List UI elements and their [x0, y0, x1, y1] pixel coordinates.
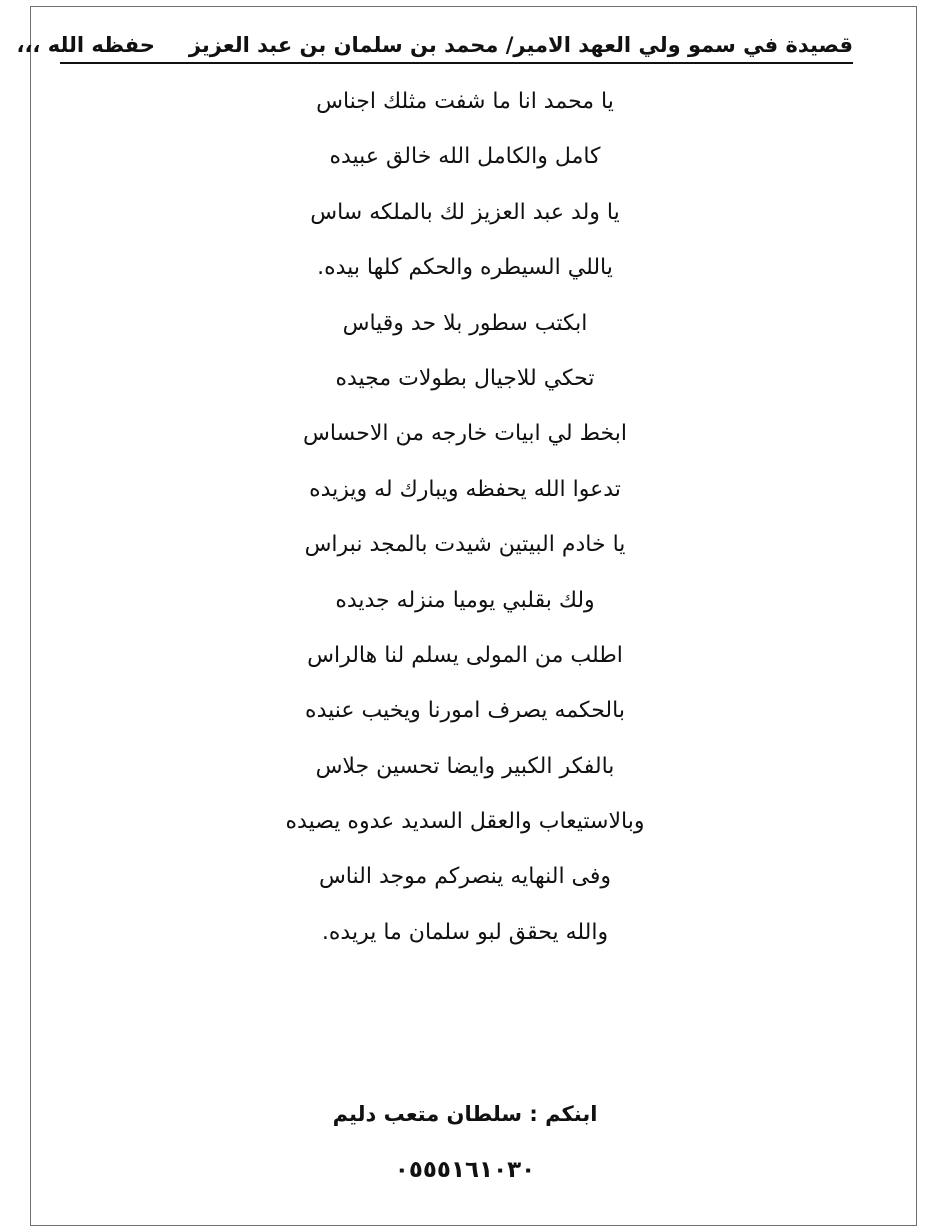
poem-verse: تدعوا الله يحفظه ويبارك له ويزيده	[309, 476, 621, 502]
poem-body	[230, 80, 700, 966]
poem-verse: كامل والكامل الله خالق عبيده	[329, 144, 601, 170]
poem-verse: والله يحقق لبو سلمان ما يريده.	[321, 919, 609, 945]
poem-verse: بالفكر الكبير وايضا تحسين جلاس	[315, 753, 615, 779]
poem-verse: يا محمد انا ما شفت مثلك اجناس	[316, 89, 614, 114]
poem-title	[16, 30, 853, 64]
poem-verse: ابخط لي ابيات خارجه من الاحساس	[303, 421, 627, 447]
poem-verse: وبالاستيعاب والعقل السديد عدوه يصيده	[285, 809, 645, 835]
poem-verse: تحكي للاجيال بطولات مجيده	[335, 365, 595, 391]
author-phone-number: ٠٥٥٥١٦١٠٣٠	[394, 1157, 536, 1183]
poem-title-dedication: قصيدة في سمو ولي العهد الامير/ محمد بن سلمان بن عبد العزيز	[188, 33, 853, 57]
poem-verse: بالحكمه يصرف امورنا ويخيب عنيده	[305, 698, 625, 724]
poem-verse: وفى النهايه ينصركم موجد الناس	[318, 864, 612, 890]
poem-verse: يا خادم البيتين شيدت بالمجد نبراس	[304, 532, 626, 558]
author-signature: ابنكم : سلطان متعب دليم	[332, 1102, 598, 1126]
poem-verse: ولك بقلبي يوميا منزله جديده	[335, 587, 595, 613]
poem-title-blessing: حفظه الله ،،،	[16, 33, 155, 57]
poem-verse: ياللي السيطره والحكم كلها بيده.	[317, 255, 613, 281]
poem-verse: ابكتب سطور بلا حد وقياس	[342, 310, 588, 336]
poem-verse: يا ولد عبد العزيز لك بالملكه ساس	[310, 199, 620, 225]
poem-verse: اطلب من المولى يسلم لنا هالراس	[307, 642, 623, 668]
